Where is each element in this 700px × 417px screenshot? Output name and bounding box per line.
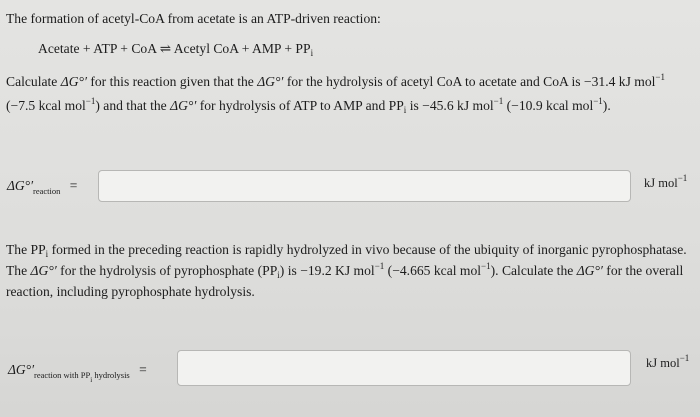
answer1-unit: kJ mol$^{-1}$ <box>644 173 688 190</box>
reaction-dg-input[interactable] <box>98 170 631 202</box>
reaction-equation: Acetate + ATP + CoA ⇌ Acetyl CoA + AMP + $PP_i$ <box>38 41 314 58</box>
answer2-label: $\Delta G^\circ'_{reaction with PP_i hydrolysis}$ = <box>8 362 147 384</box>
answer2-unit: kJ mol$^{-1}$ <box>646 353 690 370</box>
reaction-with-ppi-hydrolysis-dg-input[interactable] <box>177 350 631 386</box>
q2-text-line1: The $PP_i$ formed in the preceding reaction is rapidly hydrolyzed in vivo because of the ubiquity of inorganic pyrophosphatase. <box>6 242 687 259</box>
q1-text-line2: (−7.5 kcal mol$^{-1}$) and that the ΔG°′ for hydrolysis of ATP to AMP and $PP_i$ is −45.6 kJ mol$^{-1}$ (−10.9 kcal mol$^{-1}$). <box>6 96 611 115</box>
q1-intro: The formation of acetyl-CoA from acetate is an ATP-driven reaction: <box>6 11 381 26</box>
answer1-label: $\Delta G^\circ'_{reaction}$ = <box>7 178 78 196</box>
q2-text-line3: reaction, including pyrophosphate hydrolysis. <box>6 284 255 299</box>
q2-text-line2: The ΔG°′ for the hydrolysis of pyrophosphate $(PP_i)$ is −19.2 KJ mol$^{-1}$ (−4.665 kcal mol$^{-1}$). Calculate the ΔG°′ for the overall <box>6 261 684 280</box>
equilibrium-arrow-icon: ⇌ <box>159 41 172 56</box>
q1-text-line1: Calculate ΔG°′ for this reaction given that the ΔG°′ for the hydrolysis of acetyl CoA to acetate and CoA is −31.4 kJ mol$^{-1}$ <box>6 72 665 89</box>
